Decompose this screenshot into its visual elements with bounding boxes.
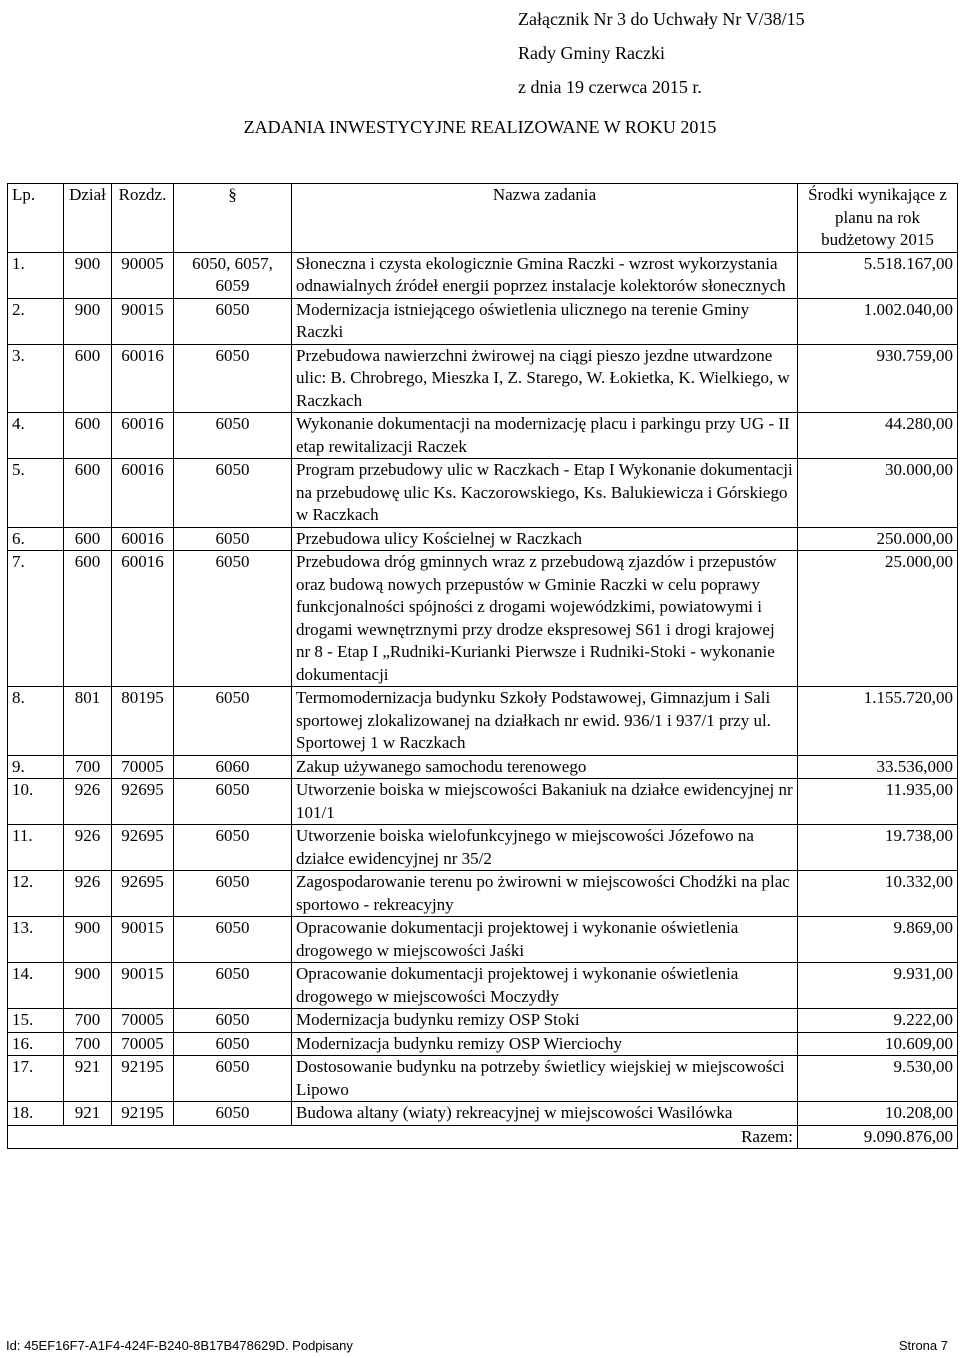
cell-nazwa: Budowa altany (wiaty) rekreacyjnej w miejscowości Wasilówka: [292, 1102, 798, 1126]
cell-paragraf: 6050: [174, 1032, 292, 1056]
cell-paragraf: 6050: [174, 779, 292, 825]
table-row: [8, 963, 958, 1009]
cell-dzial: 900: [64, 963, 112, 1009]
cell-rozdz: 80195: [112, 687, 174, 756]
cell-kwota: 25.000,00: [798, 551, 958, 687]
cell-lp: 16.: [8, 1032, 64, 1056]
column-header-lp: Lp.: [8, 184, 64, 253]
cell-nazwa: Modernizacja budynku remizy OSP Stoki: [292, 1009, 798, 1033]
cell-lp: 1.: [8, 252, 64, 298]
cell-kwota: 44.280,00: [798, 413, 958, 459]
cell-paragraf: 6050: [174, 687, 292, 756]
table-row: [8, 252, 958, 298]
cell-paragraf: 6050: [174, 459, 292, 528]
cell-dzial: 921: [64, 1056, 112, 1102]
table-row: [8, 1056, 958, 1102]
column-header-nazwa: Nazwa zadania: [292, 184, 798, 253]
cell-rozdz: 92195: [112, 1102, 174, 1126]
cell-lp: 7.: [8, 551, 64, 687]
header-line-1: Załącznik Nr 3 do Uchwały Nr V/38/15: [518, 9, 805, 29]
cell-dzial: 600: [64, 344, 112, 413]
cell-dzial: 900: [64, 298, 112, 344]
cell-kwota: 250.000,00: [798, 527, 958, 551]
cell-nazwa: Zagospodarowanie terenu po żwirowni w miejscowości Chodźki na plac sportowo - rekreacyjny: [292, 871, 798, 917]
total-row: [8, 1125, 958, 1149]
cell-lp: 18.: [8, 1102, 64, 1126]
table-row: [8, 779, 958, 825]
table-row: [8, 527, 958, 551]
cell-kwota: 930.759,00: [798, 344, 958, 413]
cell-rozdz: 92195: [112, 1056, 174, 1102]
cell-dzial: 900: [64, 917, 112, 963]
document-title: ZADANIA INWESTYCYJNE REALIZOWANE W ROKU 2015: [243, 117, 717, 137]
cell-nazwa: Utworzenie boiska wielofunkcyjnego w miejscowości Józefowo na działce ewidencyjnej nr 35/2: [292, 825, 798, 871]
cell-rozdz: 60016: [112, 551, 174, 687]
cell-rozdz: 90015: [112, 298, 174, 344]
cell-lp: 5.: [8, 459, 64, 528]
cell-nazwa: Dostosowanie budynku na potrzeby świetlicy wiejskiej w miejscowości Lipowo: [292, 1056, 798, 1102]
cell-rozdz: 60016: [112, 527, 174, 551]
cell-paragraf: 6050: [174, 825, 292, 871]
cell-dzial: 926: [64, 825, 112, 871]
cell-nazwa: Przebudowa dróg gminnych wraz z przebudową zjazdów i przepustów oraz budową nowych przepustów w Gminie Raczki w celu poprawy funkcjonalności spójności z drogami wojewódzkimi, powiatowymi i drogami wewnętrznymi przy drodze ekspresowej S61 i drogi krajowej nr 8 - Etap I „Rudniki-Kurianki Pierwsze i Rudniki-Stoki - wykonanie dokumentacji: [292, 551, 798, 687]
cell-rozdz: 60016: [112, 344, 174, 413]
total-value: 9.090.876,00: [798, 1125, 958, 1149]
cell-kwota: 1.155.720,00: [798, 687, 958, 756]
cell-dzial: 600: [64, 551, 112, 687]
cell-nazwa: Przebudowa nawierzchni żwirowej na ciągi pieszo jezdne utwardzone ulic: B. Chrobrego, Mieszka I, Z. Starego, W. Łokietka, K. Wielkiego, w Raczkach: [292, 344, 798, 413]
cell-dzial: 801: [64, 687, 112, 756]
cell-dzial: 926: [64, 871, 112, 917]
cell-dzial: 600: [64, 413, 112, 459]
cell-dzial: 700: [64, 1032, 112, 1056]
cell-lp: 10.: [8, 779, 64, 825]
cell-lp: 11.: [8, 825, 64, 871]
cell-lp: 8.: [8, 687, 64, 756]
table-row: [8, 551, 958, 687]
header-line-2: Rady Gminy Raczki: [518, 43, 665, 63]
signature-id: Id: 45EF16F7-A1F4-424F-B240-8B17B478629D. Podpisany: [6, 1338, 353, 1353]
cell-paragraf: 6050: [174, 527, 292, 551]
table-body: [8, 252, 958, 1125]
column-header-paragraf: §: [174, 184, 292, 253]
cell-nazwa: Modernizacja budynku remizy OSP Wierciochy: [292, 1032, 798, 1056]
column-header-srodki: Środki wynikające z planu na rok budżetowy 2015: [798, 184, 958, 253]
cell-kwota: 10.208,00: [798, 1102, 958, 1126]
cell-rozdz: 92695: [112, 871, 174, 917]
cell-paragraf: 6050: [174, 917, 292, 963]
cell-paragraf: 6060: [174, 755, 292, 779]
table-row: [8, 413, 958, 459]
page-number: Strona 7: [898, 1338, 948, 1353]
cell-rozdz: 90015: [112, 917, 174, 963]
cell-rozdz: 70005: [112, 755, 174, 779]
cell-nazwa: Utworzenie boiska w miejscowości Bakaniuk na działce ewidencyjnej nr 101/1: [292, 779, 798, 825]
cell-dzial: 600: [64, 527, 112, 551]
header-line-3: z dnia 19 czerwca 2015 r.: [518, 77, 702, 97]
cell-nazwa: Słoneczna i czysta ekologicznie Gmina Raczki - wzrost wykorzystania odnawialnych źródeł energii poprzez instalacje kolektorów słonecznych: [292, 252, 798, 298]
column-header-dzial: Dział: [64, 184, 112, 253]
cell-lp: 17.: [8, 1056, 64, 1102]
cell-kwota: 9.530,00: [798, 1056, 958, 1102]
cell-nazwa: Wykonanie dokumentacji na modernizację placu i parkingu przy UG - II etap rewitalizacji Raczek: [292, 413, 798, 459]
cell-lp: 9.: [8, 755, 64, 779]
cell-kwota: 10.332,00: [798, 871, 958, 917]
cell-rozdz: 70005: [112, 1009, 174, 1033]
cell-paragraf: 6050, 6057, 6059: [174, 252, 292, 298]
table-row: [8, 755, 958, 779]
cell-paragraf: 6050: [174, 413, 292, 459]
cell-kwota: 33.536,000: [798, 755, 958, 779]
cell-lp: 3.: [8, 344, 64, 413]
table-row: [8, 1102, 958, 1126]
column-header-rozdz: Rozdz.: [112, 184, 174, 253]
cell-dzial: 600: [64, 459, 112, 528]
investment-tasks-table: [7, 183, 958, 1149]
cell-nazwa: Termomodernizacja budynku Szkoły Podstawowej, Gimnazjum i Sali sportowej zlokalizowanej na działkach nr ewid. 936/1 i 937/1 przy ul. Sportowej 1 w Raczkach: [292, 687, 798, 756]
cell-kwota: 30.000,00: [798, 459, 958, 528]
cell-lp: 15.: [8, 1009, 64, 1033]
table-row: [8, 917, 958, 963]
cell-nazwa: Modernizacja istniejącego oświetlenia ulicznego na terenie Gminy Raczki: [292, 298, 798, 344]
cell-dzial: 921: [64, 1102, 112, 1126]
cell-kwota: 1.002.040,00: [798, 298, 958, 344]
cell-rozdz: 90015: [112, 963, 174, 1009]
cell-paragraf: 6050: [174, 551, 292, 687]
cell-lp: 12.: [8, 871, 64, 917]
table-row: [8, 687, 958, 756]
table-header-row: [8, 184, 958, 253]
cell-paragraf: 6050: [174, 871, 292, 917]
cell-kwota: 10.609,00: [798, 1032, 958, 1056]
table-row: [8, 871, 958, 917]
cell-lp: 13.: [8, 917, 64, 963]
cell-paragraf: 6050: [174, 298, 292, 344]
table-row: [8, 825, 958, 871]
cell-kwota: 5.518.167,00: [798, 252, 958, 298]
cell-nazwa: Opracowanie dokumentacji projektowej i wykonanie oświetlenia drogowego w miejscowości Jaśki: [292, 917, 798, 963]
total-label: Razem:: [8, 1125, 798, 1149]
table-row: [8, 1009, 958, 1033]
cell-paragraf: 6050: [174, 1102, 292, 1126]
table-row: [8, 1032, 958, 1056]
cell-paragraf: 6050: [174, 1056, 292, 1102]
cell-rozdz: 90005: [112, 252, 174, 298]
table-row: [8, 298, 958, 344]
cell-lp: 14.: [8, 963, 64, 1009]
cell-kwota: 11.935,00: [798, 779, 958, 825]
cell-dzial: 700: [64, 1009, 112, 1033]
cell-rozdz: 92695: [112, 779, 174, 825]
table-row: [8, 344, 958, 413]
table-row: [8, 459, 958, 528]
cell-nazwa: Zakup używanego samochodu terenowego: [292, 755, 798, 779]
cell-kwota: 9.931,00: [798, 963, 958, 1009]
cell-rozdz: 92695: [112, 825, 174, 871]
cell-rozdz: 60016: [112, 413, 174, 459]
cell-lp: 6.: [8, 527, 64, 551]
cell-kwota: 9.222,00: [798, 1009, 958, 1033]
document-header: [518, 2, 805, 104]
cell-nazwa: Program przebudowy ulic w Raczkach - Etap I Wykonanie dokumentacji na przebudowę ulic Ks. Kaczorowskiego, Ks. Balukiewicza i Górskiego w Raczkach: [292, 459, 798, 528]
cell-paragraf: 6050: [174, 344, 292, 413]
cell-dzial: 926: [64, 779, 112, 825]
cell-paragraf: 6050: [174, 1009, 292, 1033]
cell-lp: 4.: [8, 413, 64, 459]
cell-kwota: 19.738,00: [798, 825, 958, 871]
cell-dzial: 700: [64, 755, 112, 779]
cell-nazwa: Przebudowa ulicy Kościelnej w Raczkach: [292, 527, 798, 551]
cell-dzial: 900: [64, 252, 112, 298]
cell-rozdz: 60016: [112, 459, 174, 528]
cell-lp: 2.: [8, 298, 64, 344]
cell-paragraf: 6050: [174, 963, 292, 1009]
cell-rozdz: 70005: [112, 1032, 174, 1056]
cell-kwota: 9.869,00: [798, 917, 958, 963]
cell-nazwa: Opracowanie dokumentacji projektowej i wykonanie oświetlenia drogowego w miejscowości Moczydły: [292, 963, 798, 1009]
